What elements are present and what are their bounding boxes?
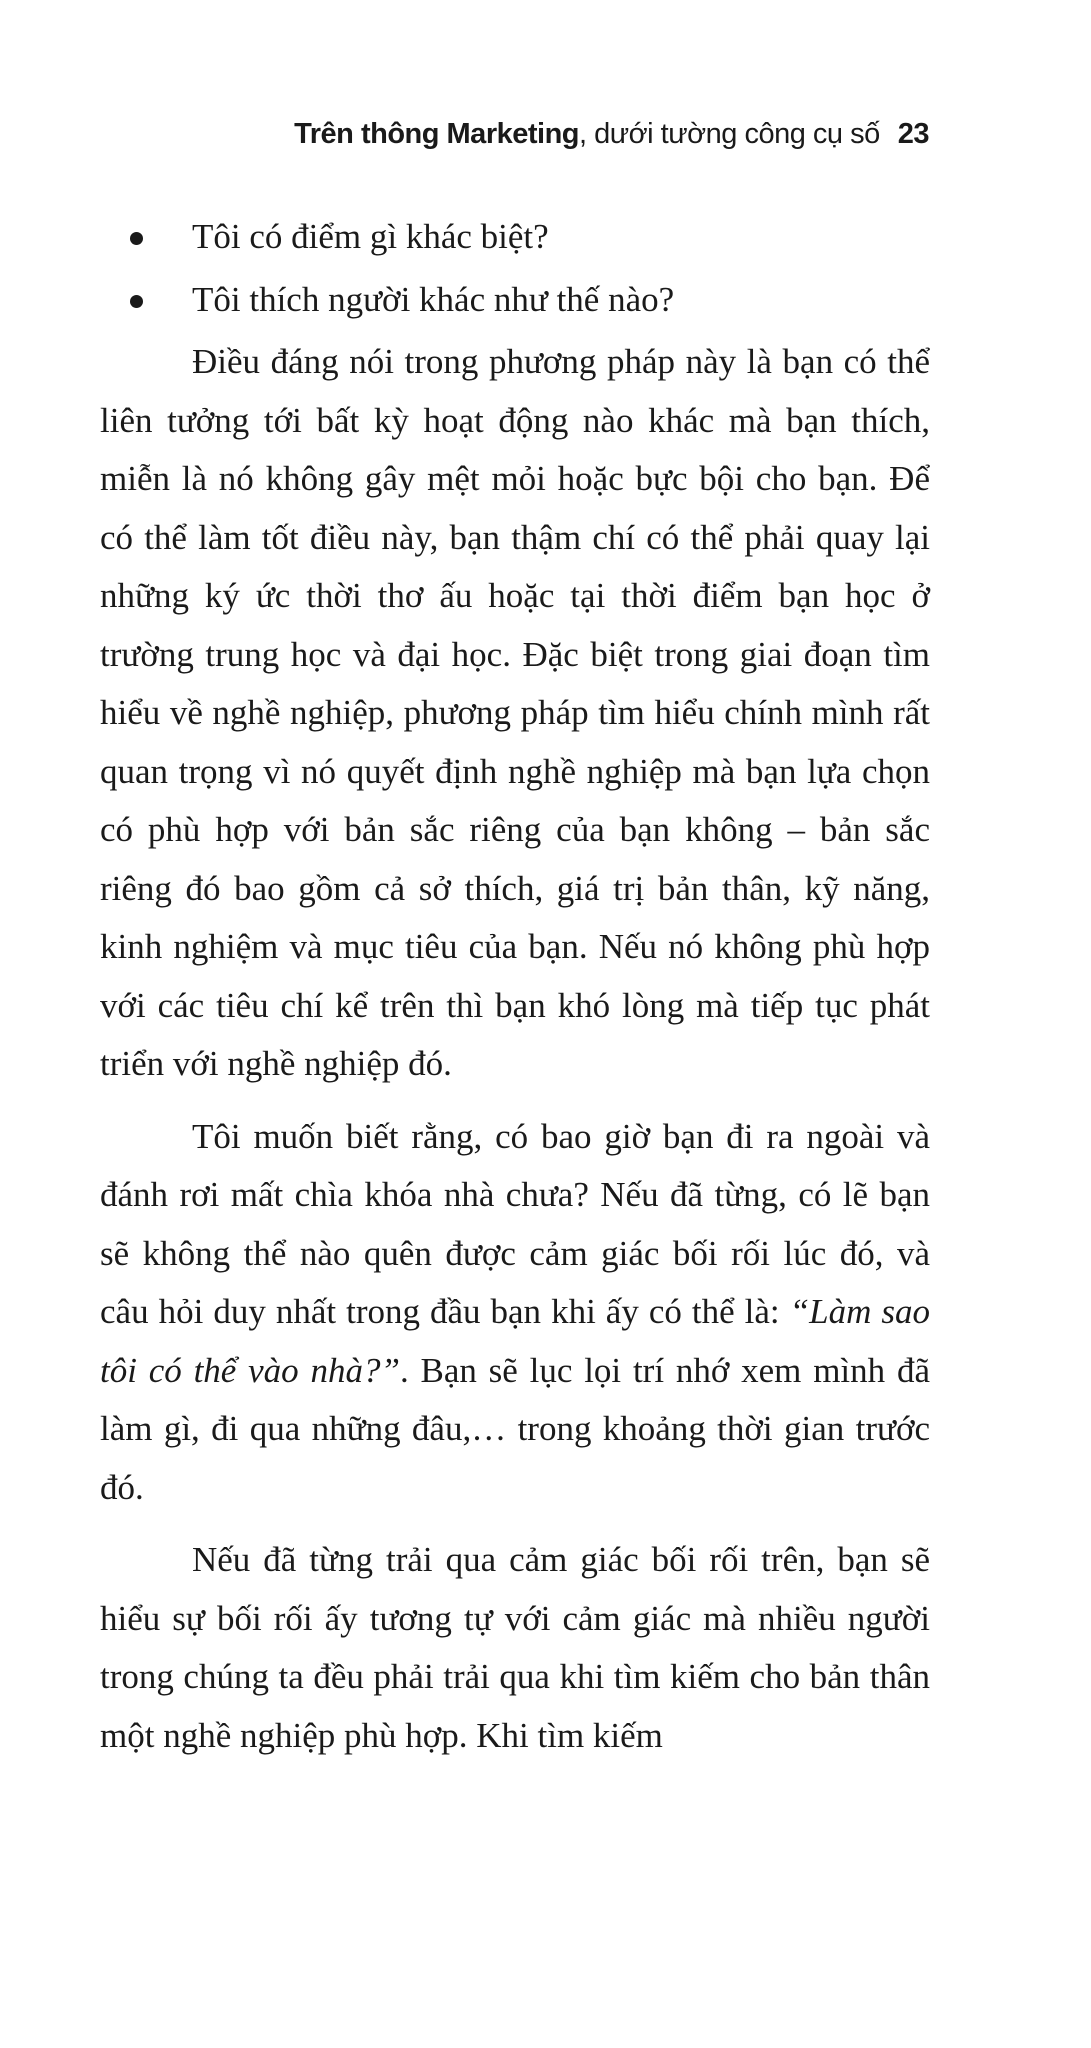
paragraph-lost-keys-text-end: . Bạn sẽ lục lọi trí nhớ xem mình đã làm gì, đi qua những đâu,… trong khoảng thời gian trước đó. (100, 1350, 930, 1507)
page-number: 23 (897, 118, 929, 150)
header-title-bold: Trên thông Marketing (294, 118, 579, 150)
paragraph-lost-keys (100, 1108, 930, 1518)
bullet-dot-icon (130, 295, 143, 308)
bullet-item (100, 271, 930, 330)
bullet-dot-icon (130, 232, 143, 245)
bullet-list (100, 208, 930, 329)
paragraph-lost-keys-quote: “Làm sao tôi có thể vào nhà?” (100, 1292, 930, 1390)
bullet-item (100, 208, 930, 267)
header-title-regular: , dưới tường công cụ số (579, 118, 880, 150)
paragraph-career-search: Nếu đã từng trải qua cảm giác bối rối trên, bạn sẽ hiểu sự bối rối ấy tương tự với cảm giác mà nhiều người trong chúng ta đều phải trải qua khi tìm kiếm cho bản thân một nghề nghiệp phù hợp. Khi tìm kiếm (100, 1540, 930, 1755)
bullet-text: Tôi có điểm gì khác biệt? (192, 217, 549, 256)
paragraph-method: Điều đáng nói trong phương pháp này là bạn có thể liên tưởng tới bất kỳ hoạt động nào khác mà bạn thích, miễn là nó không gây mệt mỏi hoặc bực bội cho bạn. Để có thể làm tốt điều này, bạn thậm chí có thể phải quay lại những ký ức thời thơ ấu hoặc tại thời điểm bạn học ở trường trung học và đại học. Đặc biệt trong giai đoạn tìm hiểu về nghề nghiệp, phương pháp tìm hiểu chính mình rất quan trọng vì nó quyết định nghề nghiệp mà bạn lựa chọn có phù hợp với bản sắc riêng của bạn không – bản sắc riêng đó bao gồm cả sở thích, giá trị bản thân, kỹ năng, kinh nghiệm và mục tiêu của bạn. Nếu nó không phù hợp với các tiêu chí kể trên thì bạn khó lòng mà tiếp tục phát triển với nghề nghiệp đó. (100, 342, 930, 1083)
paragraph-lost-keys-text-start: Tôi muốn biết rằng, có bao giờ bạn đi ra ngoài và đánh rơi mất chìa khóa nhà chưa? Nếu đã từng, có lẽ bạn sẽ không thể nào quên được cảm giác bối rối lúc đó, và câu hỏi duy nhất trong đầu bạn khi ấy có thể là: (100, 1116, 930, 1331)
bullet-text: Tôi thích người khác như thế nào? (192, 279, 675, 319)
running-header (294, 118, 929, 151)
page-body (100, 208, 930, 1779)
